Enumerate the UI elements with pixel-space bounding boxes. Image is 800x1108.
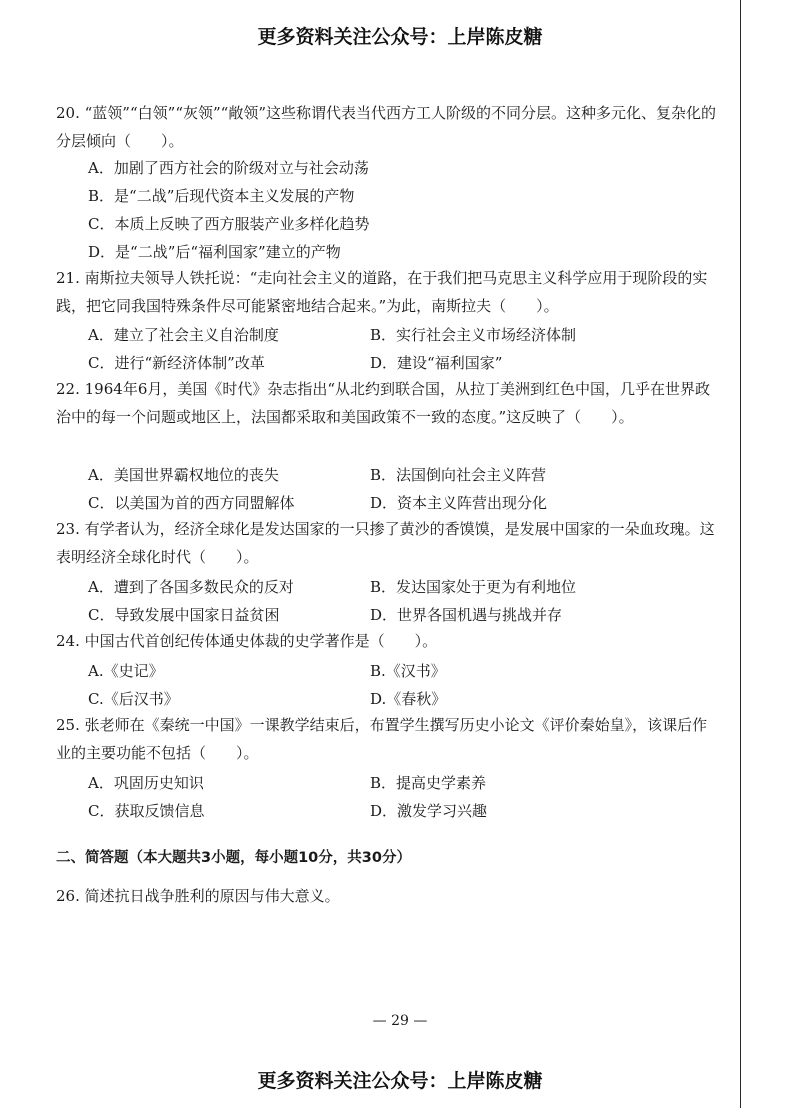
option-d: D．资本主义阵营出现分化: [370, 494, 548, 512]
question-stem: 中国古代首创纪传体通史体裁的史学著作是（ ）。: [84, 632, 438, 650]
header-banner: 更多资料关注公众号：上岸陈皮糖: [257, 26, 543, 48]
page-number: — 29 —: [372, 1013, 428, 1029]
option-d: D．是“二战”后“福利国家”建立的产物: [88, 243, 341, 261]
question-number: 22.: [56, 380, 80, 398]
option-d: D．激发学习兴趣: [370, 802, 488, 820]
question-stem: 张老师在《秦统一中国》一课教学结束后，布置学生撰写历史小论文《评价秦始皇》，该课后作业的主要功能不包括（ ）。: [56, 716, 708, 762]
option-d: D．建设“福利国家”: [370, 354, 503, 372]
question-25: [56, 711, 720, 767]
question-number: 24.: [56, 632, 80, 650]
question-number: 21.: [56, 269, 80, 287]
question-stem: “蓝领”“白领”“灰领”“敞领”这些称谓代表当代西方工人阶级的不同分层。这种多元化、复杂化的分层倾向（ ）。: [56, 104, 716, 150]
option-a: A.《史记》: [88, 662, 164, 680]
question-21: [56, 264, 720, 320]
option-b: B．是“二战”后现代资本主义发展的产物: [88, 187, 355, 205]
question-23: [56, 515, 720, 571]
question-26: [56, 882, 720, 910]
question-number: 26.: [56, 887, 80, 905]
question-number: 23.: [56, 520, 80, 538]
option-b: B．发达国家处于更为有利地位: [370, 578, 577, 596]
option-c: C．本质上反映了西方服装产业多样化趋势: [88, 215, 370, 233]
option-c: C．进行“新经济体制”改革: [88, 354, 265, 372]
option-b: B．实行社会主义市场经济体制: [370, 326, 577, 344]
section-heading: 二、简答题（本大题共3小题，每小题10分，共30分）: [56, 850, 411, 866]
question-24: [56, 627, 720, 655]
option-b: B．法国倒向社会主义阵营: [370, 466, 547, 484]
question-stem: 简述抗日战争胜利的原因与伟大意义。: [84, 887, 340, 905]
option-c: C.《后汉书》: [88, 690, 179, 708]
question-number: 20.: [56, 104, 80, 122]
option-d: D．世界各国机遇与挑战并存: [370, 606, 563, 624]
question-stem: 1964年6月，美国《时代》杂志指出“从北约到联合国，从拉丁美洲到红色中国，几乎在世界政治中的每一个问题或地区上，法国都采取和美国政策不一致的态度。”这反映了（ ）。: [56, 380, 711, 426]
question-stem: 南斯拉夫领导人铁托说：“走向社会主义的道路，在于我们把马克思主义科学应用于现阶段的实践，把它同我国特殊条件尽可能紧密地结合起来。”为此，南斯拉夫（ ）。: [56, 269, 708, 315]
option-c: C．获取反馈信息: [88, 802, 205, 820]
option-a: A．建立了社会主义自治制度: [88, 326, 279, 344]
question-20: [56, 99, 720, 155]
option-a: A．美国世界霸权地位的丧失: [88, 466, 279, 484]
option-a: A．加剧了西方社会的阶级对立与社会动荡: [88, 159, 369, 177]
question-22: [56, 375, 720, 431]
option-b: B.《汉书》: [370, 662, 446, 680]
option-a: A．巩固历史知识: [88, 774, 204, 792]
question-stem: 有学者认为，经济全球化是发达国家的一只掺了黄沙的香馍馍，是发展中国家的一朵血玫瑰。这表明经济全球化时代（ ）。: [56, 520, 715, 566]
option-b: B．提高史学素养: [370, 774, 487, 792]
question-number: 25.: [56, 716, 80, 734]
footer-banner: 更多资料关注公众号：上岸陈皮糖: [257, 1070, 543, 1092]
option-d: D.《春秋》: [370, 690, 447, 708]
option-c: C．以美国为首的西方同盟解体: [88, 494, 295, 512]
option-a: A．遭到了各国多数民众的反对: [88, 578, 294, 596]
option-c: C．导致发展中国家日益贫困: [88, 606, 280, 624]
